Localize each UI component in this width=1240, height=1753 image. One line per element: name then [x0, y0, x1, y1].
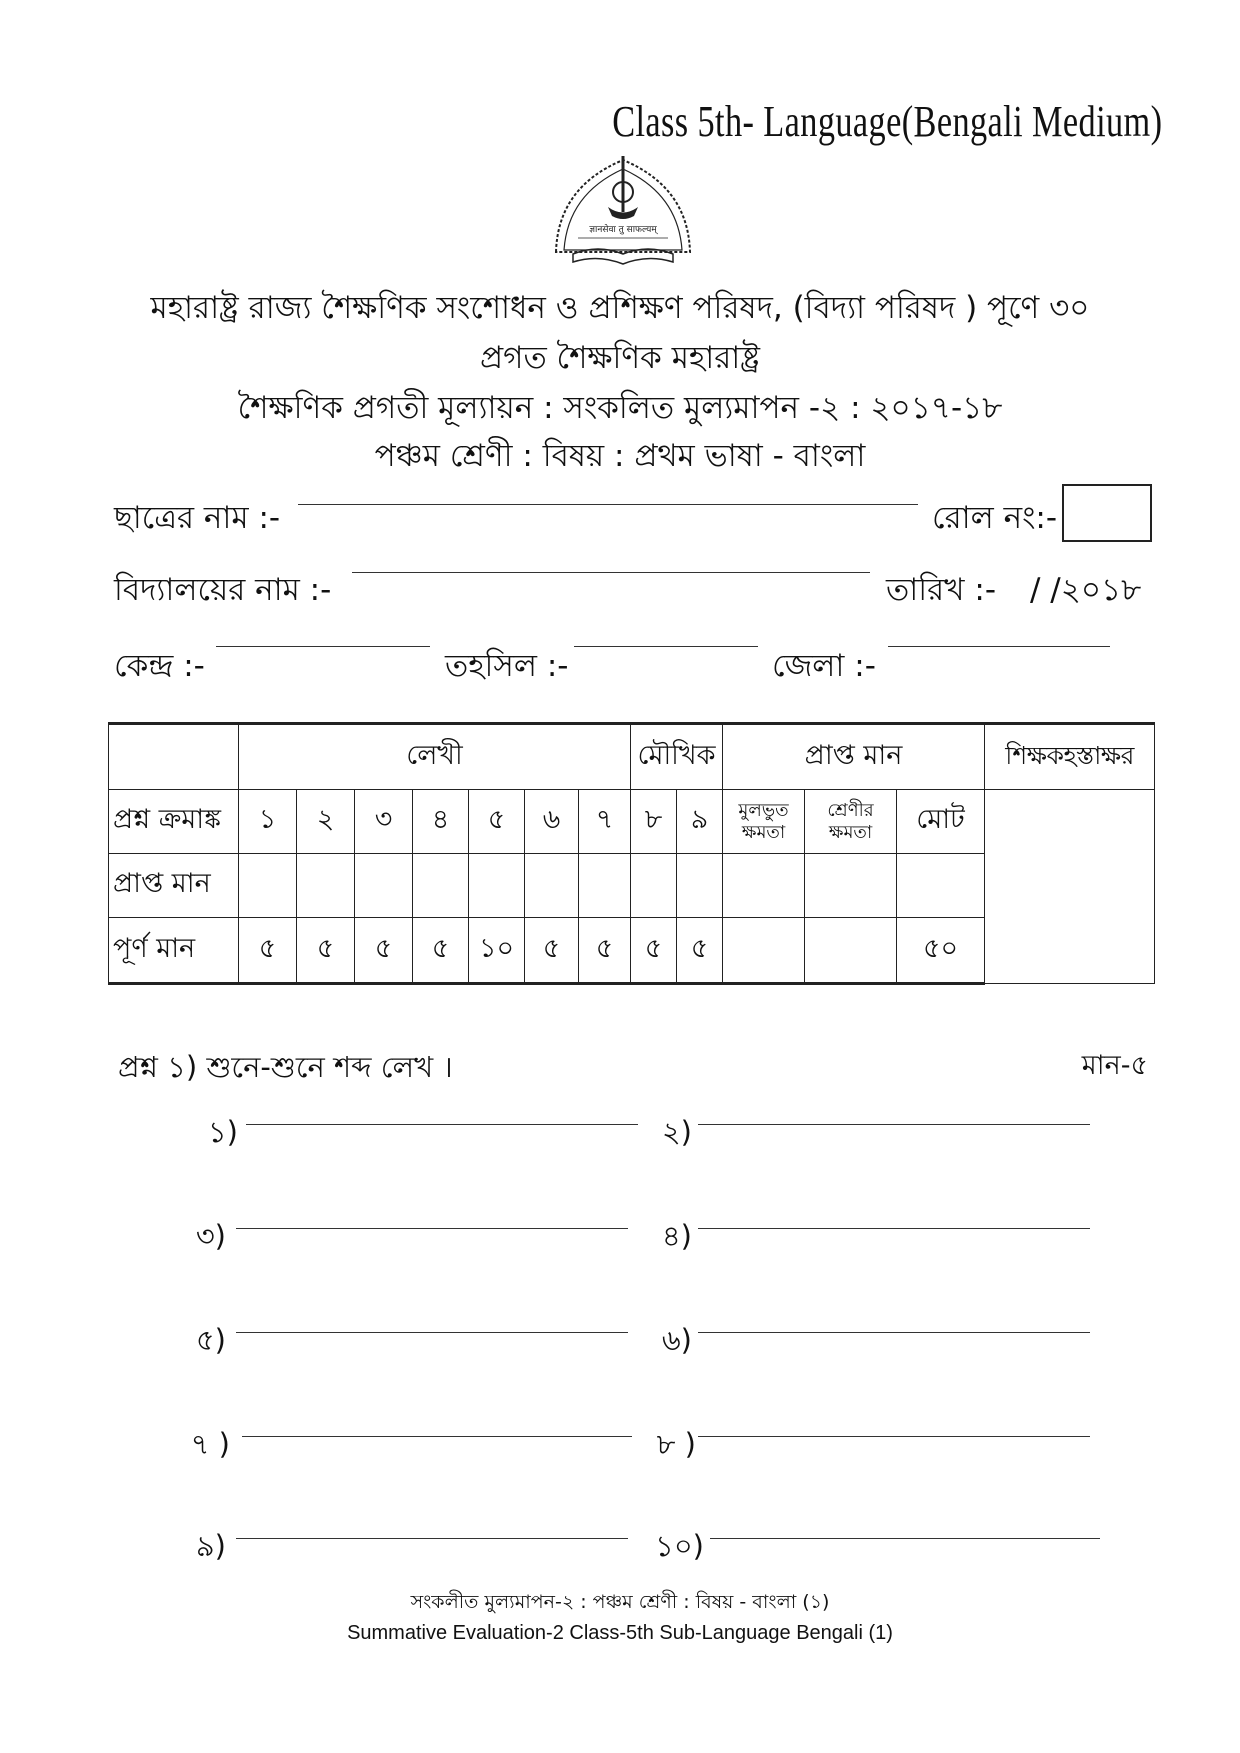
obtained-mark-cell[interactable]: [631, 854, 677, 918]
question-1-title: প্রশ্ন ১) শুনে-শুনে শব্দ লেখ ।: [118, 1050, 453, 1084]
basic-ability-header: [723, 790, 805, 854]
oral-header: মৌখিক: [631, 724, 723, 790]
answer-number-3: ৩): [195, 1219, 226, 1253]
class-ability-header: [805, 790, 897, 854]
obtained-header: প্রাপ্ত মান: [723, 724, 985, 790]
question-number: ২: [297, 790, 355, 854]
basic-ability-line2: ক্ষমতা: [741, 821, 786, 843]
roll-no-box[interactable]: [1062, 484, 1152, 542]
class-ability-line1: শ্রেণীর: [827, 799, 874, 821]
answer-number-7: ৭ ): [190, 1427, 230, 1461]
answer-number-2: ২): [661, 1115, 692, 1149]
date-label: তারিখ :-: [886, 572, 997, 608]
answer-number-9: ৯): [195, 1529, 226, 1563]
answer-line-3[interactable]: [236, 1228, 628, 1229]
teacher-signature-cell[interactable]: [985, 790, 1155, 984]
full-mark-cell: ১০: [469, 918, 525, 984]
evaluation-title: শৈক্ষণিক প্রগতী মূল্যায়ন : সংকলিত মুল্যমাপন -২ : ২০১৭-১৮: [237, 390, 1003, 426]
tahsil-line[interactable]: [574, 646, 758, 647]
obtained-mark-cell[interactable]: [355, 854, 413, 918]
emblem-logo: [548, 152, 698, 270]
obtained-mark-cell[interactable]: [239, 854, 297, 918]
kendra-line[interactable]: [216, 646, 430, 647]
answer-line-8[interactable]: [698, 1436, 1090, 1437]
zila-line[interactable]: [888, 646, 1110, 647]
answer-number-5: ৫): [195, 1323, 226, 1357]
answer-line-1[interactable]: [246, 1124, 638, 1125]
answer-number-8: ৮ ): [656, 1427, 696, 1461]
answer-line-5[interactable]: [236, 1332, 628, 1333]
answer-number-6: ৬): [661, 1323, 692, 1357]
full-mark-cell: ৫: [631, 918, 677, 984]
full-basic-ability-cell: [723, 918, 805, 984]
question-number: ৩: [355, 790, 413, 854]
obtained-basic-ability-cell[interactable]: [723, 854, 805, 918]
question-number: ১: [239, 790, 297, 854]
obtained-marks-row-label: প্রাপ্ত মান: [109, 854, 239, 918]
council-name: মহারাষ্ট্র রাজ্য শৈক্ষণিক সংশোধন ও প্রশিক্ষণ পরিষদ, (বিদ্যা পরিষদ ) পূণে ৩০: [150, 290, 1090, 326]
question-number: ৯: [677, 790, 723, 854]
question-number: ৮: [631, 790, 677, 854]
school-name-label: বিদ্যালয়ের নাম :-: [114, 572, 332, 608]
kendra-label: কেন্দ্র :-: [114, 648, 205, 684]
answer-line-4[interactable]: [698, 1228, 1090, 1229]
question-number: ৬: [525, 790, 579, 854]
answer-line-2[interactable]: [698, 1124, 1090, 1125]
full-mark-cell: ৫: [413, 918, 469, 984]
class-label: Class 5th- Language(Bengali Medium): [611, 97, 1162, 146]
obtained-mark-cell[interactable]: [677, 854, 723, 918]
obtained-mark-cell[interactable]: [413, 854, 469, 918]
answer-line-6[interactable]: [698, 1332, 1090, 1333]
date-value[interactable]: / /২০১৮: [1030, 572, 1142, 608]
full-mark-cell: ৫: [297, 918, 355, 984]
answer-line-9[interactable]: [236, 1538, 628, 1539]
emblem-motto: ज्ञानसेवा तु साफल्यम्: [589, 225, 657, 235]
school-name-line[interactable]: [352, 572, 870, 573]
question-number: ৪: [413, 790, 469, 854]
written-header: লেখী: [239, 724, 631, 790]
answer-number-10: ১০): [655, 1529, 704, 1563]
full-mark-cell: ৫: [677, 918, 723, 984]
obtained-total-cell[interactable]: [897, 854, 985, 918]
roll-no-label: রোল নং:-: [932, 500, 1058, 536]
obtained-mark-cell[interactable]: [579, 854, 631, 918]
obtained-mark-cell[interactable]: [297, 854, 355, 918]
class-ability-line2: ক্ষমতা: [828, 821, 873, 843]
obtained-mark-cell[interactable]: [469, 854, 525, 918]
full-mark-cell: ৫: [525, 918, 579, 984]
full-mark-cell: ৫: [239, 918, 297, 984]
progressive-maharashtra: প্রগত শৈক্ষণিক মহারাষ্ট্র: [479, 340, 760, 376]
total-header: মোট: [897, 790, 985, 854]
answer-line-10[interactable]: [710, 1538, 1100, 1539]
answer-number-1: ১): [207, 1115, 238, 1149]
class-subject-line: পঞ্চম শ্রেণী : বিষয় : প্রথম ভাষা - বাংলা: [374, 438, 866, 474]
basic-ability-line1: মুলভুত: [738, 799, 789, 821]
answer-number-4: ৪): [661, 1219, 692, 1253]
student-name-line[interactable]: [298, 504, 918, 505]
full-mark-cell: ৫: [355, 918, 413, 984]
obtained-class-ability-cell[interactable]: [805, 854, 897, 918]
full-mark-cell: ৫: [579, 918, 631, 984]
question-number-row-label: প্রশ্ন ক্রমাঙ্ক: [109, 790, 239, 854]
footer-english: Summative Evaluation-2 Class-5th Sub-Language Bengali (1): [347, 1622, 893, 1644]
full-class-ability-cell: [805, 918, 897, 984]
obtained-mark-cell[interactable]: [525, 854, 579, 918]
table-corner-cell: [109, 724, 239, 790]
question-number: ৫: [469, 790, 525, 854]
question-number: ৭: [579, 790, 631, 854]
full-marks-row-label: পূর্ণ মান: [109, 918, 239, 984]
tahsil-label: তহসিল :-: [445, 648, 569, 684]
marks-table: [108, 722, 1155, 985]
full-total-cell: ৫০: [897, 918, 985, 984]
zila-label: জেলা :-: [772, 648, 876, 684]
question-1-marks: মান-৫: [1081, 1050, 1148, 1081]
student-name-label: ছাত্রের নাম :-: [114, 500, 281, 536]
footer-bengali: সংকলীত মুল্যমাপন-২ : পঞ্চম শ্রেণী : বিষয় - বাংলা (১): [410, 1591, 830, 1613]
teacher-signature-header: শিক্ষকহস্তাক্ষর: [985, 724, 1155, 790]
answer-line-7[interactable]: [242, 1436, 632, 1437]
